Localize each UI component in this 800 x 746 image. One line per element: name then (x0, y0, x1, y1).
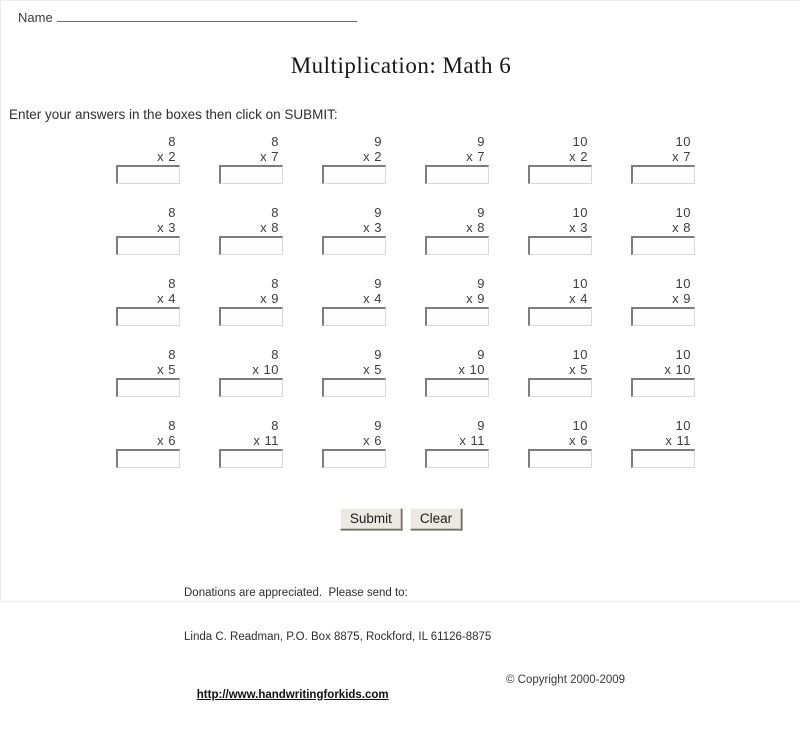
answer-input[interactable] (425, 449, 489, 468)
multiplier: x 7 (466, 149, 485, 164)
problem-cell (528, 134, 592, 184)
name-row (18, 9, 357, 25)
multiplier: x 5 (363, 362, 382, 377)
problem-cell (631, 347, 695, 397)
answer-input[interactable] (219, 378, 283, 397)
multiplicand: 9 (374, 134, 382, 149)
footer-donation-line: Donations are appreciated. Please send to: (184, 587, 408, 599)
multiplier: x 5 (569, 362, 588, 377)
multiplier: x 3 (363, 220, 382, 235)
multiplicand: 9 (477, 276, 485, 291)
answer-input[interactable] (322, 165, 386, 184)
multiplicand: 9 (374, 276, 382, 291)
answer-input[interactable] (116, 449, 180, 468)
problem-cell (322, 276, 386, 326)
answer-input[interactable] (322, 449, 386, 468)
problem-cell (631, 276, 695, 326)
multiplicand: 9 (374, 205, 382, 220)
problem-cell (116, 418, 180, 468)
multiplicand: 8 (271, 205, 279, 220)
multiplicand: 9 (477, 205, 485, 220)
answer-input[interactable] (322, 236, 386, 255)
multiplicand: 10 (572, 276, 588, 291)
multiplier: x 7 (672, 149, 691, 164)
multiplicand: 9 (374, 418, 382, 433)
problem-cell (425, 418, 489, 468)
name-label: Name (18, 10, 53, 25)
answer-input[interactable] (219, 165, 283, 184)
problem-cell (425, 347, 489, 397)
multiplicand: 8 (168, 134, 176, 149)
answer-input[interactable] (528, 165, 592, 184)
multiplicand: 8 (271, 347, 279, 362)
page-title: Multiplication: Math 6 (290, 53, 512, 78)
name-blank-line (57, 9, 357, 22)
problem-cell (631, 134, 695, 184)
answer-input[interactable] (219, 307, 283, 326)
multiplier: x 8 (466, 220, 485, 235)
multiplier: x 11 (665, 433, 691, 448)
answer-input[interactable] (425, 378, 489, 397)
problem-cell (322, 418, 386, 468)
multiplicand: 10 (675, 347, 691, 362)
multiplicand: 8 (168, 276, 176, 291)
footer (184, 557, 644, 746)
problem-cell (425, 276, 489, 326)
problem-cell (322, 347, 386, 397)
multiplier: x 10 (664, 362, 691, 377)
multiplier: x 9 (672, 291, 691, 306)
problem-cell (322, 205, 386, 255)
answer-input[interactable] (219, 236, 283, 255)
problem-cell (219, 418, 283, 468)
multiplicand: 8 (271, 276, 279, 291)
answer-input[interactable] (219, 449, 283, 468)
answer-input[interactable] (528, 236, 592, 255)
multiplicand: 10 (572, 347, 588, 362)
multiplicand: 10 (675, 134, 691, 149)
multiplicand: 10 (675, 276, 691, 291)
answer-input[interactable] (425, 165, 489, 184)
answer-input[interactable] (116, 165, 180, 184)
problem-cell (631, 418, 695, 468)
problem-cell (116, 347, 180, 397)
answer-input[interactable] (116, 378, 180, 397)
problem-cell (219, 134, 283, 184)
problem-cell (425, 134, 489, 184)
multiplier: x 4 (157, 291, 176, 306)
answer-input[interactable] (631, 307, 695, 326)
multiplicand: 9 (477, 418, 485, 433)
multiplier: x 7 (260, 149, 279, 164)
multiplicand: 10 (572, 418, 588, 433)
answer-input[interactable] (425, 236, 489, 255)
answer-input[interactable] (116, 236, 180, 255)
multiplier: x 8 (260, 220, 279, 235)
problem-cell (116, 134, 180, 184)
problem-cell (219, 205, 283, 255)
problem-cell (528, 205, 592, 255)
multiplicand: 10 (675, 205, 691, 220)
multiplicand: 8 (168, 205, 176, 220)
multiplier: x 10 (458, 362, 485, 377)
button-row (1, 508, 800, 530)
clear-button[interactable]: Clear (410, 508, 462, 530)
multiplier: x 8 (672, 220, 691, 235)
multiplicand: 9 (477, 347, 485, 362)
problem-cell (116, 205, 180, 255)
multiplier: x 11 (459, 433, 485, 448)
multiplier: x 4 (363, 291, 382, 306)
answer-input[interactable] (631, 165, 695, 184)
multiplicand: 8 (271, 134, 279, 149)
multiplier: x 10 (252, 362, 279, 377)
answer-input[interactable] (631, 378, 695, 397)
submit-button[interactable]: Submit (340, 508, 402, 530)
multiplicand: 10 (675, 418, 691, 433)
multiplier: x 11 (253, 433, 279, 448)
problem-cell (322, 134, 386, 184)
multiplicand: 9 (477, 134, 485, 149)
multiplicand: 8 (168, 418, 176, 433)
problems-grid (116, 134, 695, 468)
problem-cell (219, 347, 283, 397)
answer-input[interactable] (322, 378, 386, 397)
multiplier: x 6 (569, 433, 588, 448)
multiplier: x 2 (157, 149, 176, 164)
multiplier: x 6 (157, 433, 176, 448)
answer-input[interactable] (631, 236, 695, 255)
answer-input[interactable] (528, 378, 592, 397)
multiplicand: 9 (374, 347, 382, 362)
copyright-text: © Copyright 2000-2009 (506, 674, 626, 686)
problem-cell (425, 205, 489, 255)
instructions-text: Enter your answers in the boxes then click on SUBMIT: (9, 107, 338, 122)
multiplier: x 9 (260, 291, 279, 306)
multiplier: x 6 (363, 433, 382, 448)
answer-input[interactable] (528, 449, 592, 468)
problem-cell (631, 205, 695, 255)
multiplicand: 8 (168, 347, 176, 362)
problem-cell (528, 418, 592, 468)
problem-cell (528, 347, 592, 397)
multiplier: x 3 (569, 220, 588, 235)
answer-input[interactable] (116, 307, 180, 326)
multiplier: x 4 (569, 291, 588, 306)
multiplicand: 10 (572, 134, 588, 149)
problem-cell (219, 276, 283, 326)
answer-input[interactable] (528, 307, 592, 326)
multiplier: x 3 (157, 220, 176, 235)
multiplier: x 2 (569, 149, 588, 164)
multiplier: x 9 (466, 291, 485, 306)
footer-bottom-row (184, 673, 644, 731)
answer-input[interactable] (425, 307, 489, 326)
problem-cell (116, 276, 180, 326)
answer-input[interactable] (322, 307, 386, 326)
footer-address-line: Linda C. Readman, P.O. Box 8875, Rockford, IL 61126-8875 (184, 630, 492, 643)
multiplier: x 5 (157, 362, 176, 377)
website-link[interactable]: http://www.handwritingforkids.com (196, 688, 389, 701)
multiplier: x 2 (363, 149, 382, 164)
multiplicand: 10 (572, 205, 588, 220)
problem-cell (528, 276, 592, 326)
multiplicand: 8 (271, 418, 279, 433)
answer-input[interactable] (631, 449, 695, 468)
